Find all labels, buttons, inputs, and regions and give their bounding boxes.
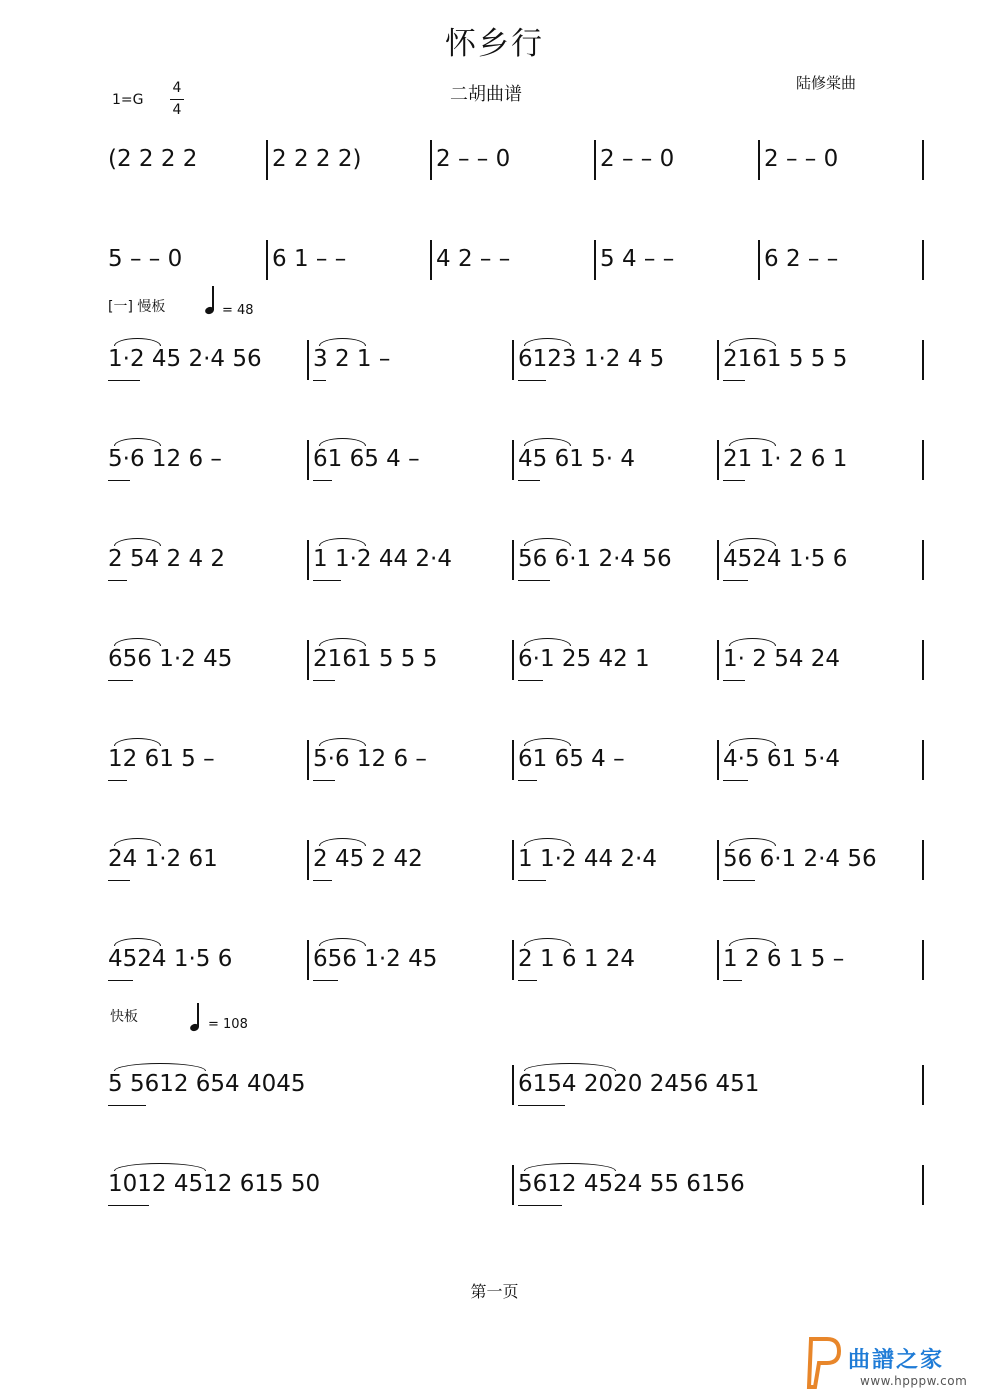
barline xyxy=(922,940,924,980)
measure: 5 5612 654 4045 xyxy=(108,1071,306,1097)
slur-arc xyxy=(524,1163,616,1171)
barline xyxy=(512,540,514,580)
beam-underline xyxy=(313,480,332,481)
beam-underline xyxy=(723,580,748,581)
beam-underline xyxy=(108,480,130,481)
barline xyxy=(717,640,719,680)
barline xyxy=(512,740,514,780)
measure: 4524 1·5 6 xyxy=(723,546,848,572)
barline xyxy=(307,540,309,580)
barline xyxy=(307,840,309,880)
barline xyxy=(717,340,719,380)
slur-arc xyxy=(729,338,776,346)
measure: 2161 5 5 5 xyxy=(313,646,438,672)
slur-arc xyxy=(114,538,161,546)
measure: 2 54 2 4 2 xyxy=(108,546,226,572)
barline xyxy=(922,740,924,780)
barline xyxy=(717,840,719,880)
barline xyxy=(512,640,514,680)
barline xyxy=(307,340,309,380)
watermark-text: 曲譜之家 xyxy=(848,1348,945,1373)
tempo-slow: = 48 xyxy=(222,303,254,318)
measure: 2 – – 0 xyxy=(436,146,511,172)
slur-arc xyxy=(319,838,366,846)
score-title: 怀乡行 xyxy=(445,26,544,62)
measure: 2 – – 0 xyxy=(600,146,675,172)
quarter-note-stem xyxy=(212,286,214,310)
beam-underline xyxy=(108,1205,149,1206)
key-signature: 1=G xyxy=(112,92,144,108)
slur-arc xyxy=(114,438,161,446)
time-signature-top: 4 xyxy=(172,80,182,96)
measure: 24 1·2 61 xyxy=(108,846,218,872)
watermark-logo-icon xyxy=(805,1335,845,1391)
barline xyxy=(307,640,309,680)
measure: 3 2 1 – xyxy=(313,346,391,372)
beam-underline xyxy=(108,1105,146,1106)
beam-underline xyxy=(723,380,745,381)
beam-underline xyxy=(313,980,338,981)
beam-underline xyxy=(723,780,748,781)
barline xyxy=(758,240,760,280)
beam-underline xyxy=(723,980,742,981)
measure: 56 6·1 2·4 56 xyxy=(518,546,672,572)
measure: 21 1· 2 6 1 xyxy=(723,446,848,472)
slur-arc xyxy=(524,538,571,546)
beam-underline xyxy=(313,880,332,881)
barline xyxy=(512,940,514,980)
measure: 2 1 6 1 24 xyxy=(518,946,636,972)
barline xyxy=(922,340,924,380)
barline xyxy=(307,940,309,980)
measure: 5·6 12 6 – xyxy=(108,446,222,472)
beam-underline xyxy=(108,380,140,381)
barline xyxy=(512,1165,514,1205)
measure: 1 1·2 44 2·4 xyxy=(518,846,657,872)
measure: 6·1 25 42 1 xyxy=(518,646,650,672)
page-footer: 第一页 xyxy=(470,1282,519,1301)
slur-arc xyxy=(729,438,776,446)
beam-underline xyxy=(108,980,133,981)
tempo-fast: = 108 xyxy=(208,1017,248,1032)
section-label-slow: [一] 慢板 xyxy=(108,299,166,315)
beam-underline xyxy=(518,780,537,781)
barline xyxy=(717,540,719,580)
slur-arc xyxy=(524,738,571,746)
slur-arc xyxy=(319,538,366,546)
slur-arc xyxy=(319,338,366,346)
slur-arc xyxy=(729,838,776,846)
beam-underline xyxy=(518,580,550,581)
slur-arc xyxy=(319,638,366,646)
measure: 56 6·1 2·4 56 xyxy=(723,846,877,872)
barline xyxy=(922,640,924,680)
measure: 2161 5 5 5 xyxy=(723,346,848,372)
barline xyxy=(594,140,596,180)
slur-arc xyxy=(319,438,366,446)
slur-arc xyxy=(729,738,776,746)
barline xyxy=(512,1065,514,1105)
measure: 6154 2020 2456 451 xyxy=(518,1071,760,1097)
measure: 4·5 61 5·4 xyxy=(723,746,841,772)
slur-arc xyxy=(524,838,571,846)
barline xyxy=(922,840,924,880)
beam-underline xyxy=(723,880,755,881)
slur-arc xyxy=(524,938,571,946)
measure: 1 1·2 44 2·4 xyxy=(313,546,452,572)
barline xyxy=(512,340,514,380)
slur-arc xyxy=(114,738,161,746)
slur-arc xyxy=(114,838,161,846)
beam-underline xyxy=(313,380,326,381)
beam-underline xyxy=(518,380,546,381)
slur-arc xyxy=(319,938,366,946)
barline xyxy=(717,940,719,980)
measure: 45 61 5· 4 xyxy=(518,446,636,472)
slur-arc xyxy=(524,338,571,346)
barline xyxy=(922,240,924,280)
beam-underline xyxy=(108,580,127,581)
barline xyxy=(430,140,432,180)
slur-arc xyxy=(524,638,571,646)
beam-underline xyxy=(108,780,127,781)
barline xyxy=(594,240,596,280)
beam-underline xyxy=(518,880,546,881)
beam-underline xyxy=(723,480,745,481)
barline xyxy=(922,440,924,480)
measure: 2 2 2 2) xyxy=(272,146,362,172)
beam-underline xyxy=(518,1205,562,1206)
time-signature xyxy=(170,79,184,120)
barline xyxy=(512,840,514,880)
measure: 656 1·2 45 xyxy=(108,646,233,672)
slur-arc xyxy=(729,538,776,546)
barline xyxy=(922,1065,924,1105)
beam-underline xyxy=(108,680,133,681)
slur-arc xyxy=(319,738,366,746)
beam-underline xyxy=(518,980,537,981)
barline xyxy=(922,540,924,580)
slur-arc xyxy=(729,938,776,946)
quarter-note-stem xyxy=(197,1003,199,1027)
measure: 1·2 45 2·4 56 xyxy=(108,346,262,372)
beam-underline xyxy=(313,780,335,781)
slur-arc xyxy=(114,338,161,346)
composer-credit: 陆修棠曲 xyxy=(796,74,857,92)
measure: 1· 2 54 24 xyxy=(723,646,841,672)
barline xyxy=(922,140,924,180)
slur-arc xyxy=(114,638,161,646)
beam-underline xyxy=(313,580,341,581)
barline xyxy=(717,740,719,780)
barline xyxy=(717,440,719,480)
measure: 4524 1·5 6 xyxy=(108,946,233,972)
measure: 6 2 – – xyxy=(764,246,839,272)
measure: 4 2 – – xyxy=(436,246,511,272)
measure: 1012 4512 615 50 xyxy=(108,1171,321,1197)
watermark-url: www.hpppw.com xyxy=(860,1374,968,1388)
beam-underline xyxy=(723,680,745,681)
barline xyxy=(922,1165,924,1205)
measure: 1 2 6 1 5 – xyxy=(723,946,845,972)
slur-arc xyxy=(114,1063,206,1071)
measure: 656 1·2 45 xyxy=(313,946,438,972)
measure: 12 61 5 – xyxy=(108,746,215,772)
barline xyxy=(266,140,268,180)
measure: 6 1 – – xyxy=(272,246,347,272)
measure: 61 65 4 – xyxy=(313,446,420,472)
time-signature-bottom: 4 xyxy=(172,102,182,118)
beam-underline xyxy=(518,680,543,681)
slur-arc xyxy=(114,1163,206,1171)
score-subtitle: 二胡曲谱 xyxy=(450,84,522,105)
measure: 6123 1·2 4 5 xyxy=(518,346,665,372)
section-label-fast: 快板 xyxy=(110,1009,138,1025)
beam-underline xyxy=(518,1105,565,1106)
measure: 61 65 4 – xyxy=(518,746,625,772)
slur-arc xyxy=(114,938,161,946)
beam-underline xyxy=(108,880,130,881)
barline xyxy=(307,440,309,480)
barline xyxy=(430,240,432,280)
measure: 2 – – 0 xyxy=(764,146,839,172)
beam-underline xyxy=(518,480,540,481)
beam-underline xyxy=(313,680,335,681)
measure: 5 4 – – xyxy=(600,246,675,272)
measure: 5 – – 0 xyxy=(108,246,183,272)
measure: 5·6 12 6 – xyxy=(313,746,427,772)
barline xyxy=(307,740,309,780)
barline xyxy=(512,440,514,480)
slur-arc xyxy=(524,1063,616,1071)
barline xyxy=(758,140,760,180)
barline xyxy=(266,240,268,280)
measure: 2 45 2 42 xyxy=(313,846,423,872)
slur-arc xyxy=(524,438,571,446)
measure: (2 2 2 2 xyxy=(108,146,198,172)
measure: 5612 4524 55 6156 xyxy=(518,1171,745,1197)
slur-arc xyxy=(729,638,776,646)
